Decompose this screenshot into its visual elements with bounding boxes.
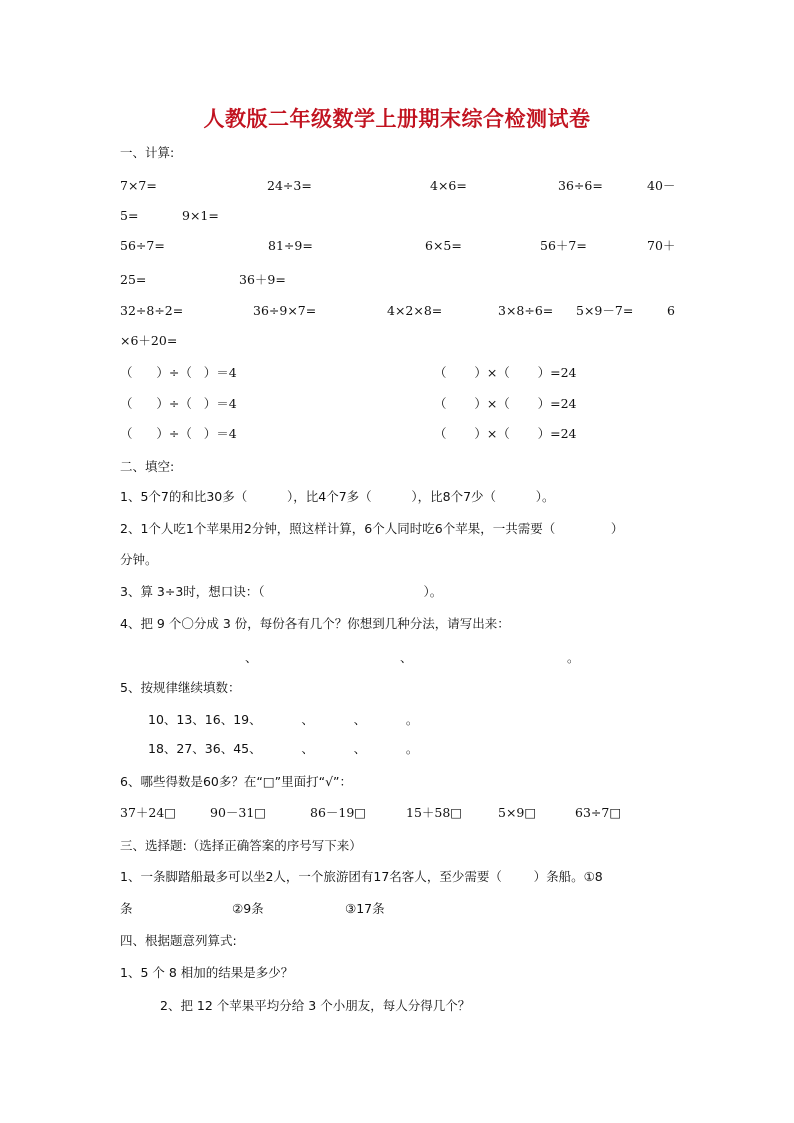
question-4-2: 2、把 12 个苹果平均分给 3 个小朋友，每人分得几个？ xyxy=(160,998,471,1013)
option: ③17条 xyxy=(345,901,385,916)
calc-item: 32÷8÷2= xyxy=(120,303,184,318)
question-2-6: 6、哪些得数是60多？在“□”里面打“√”： xyxy=(120,774,353,789)
answer-separator: 、 xyxy=(245,650,258,665)
sequence-row: 18、27、36、45、 、 、 。 xyxy=(148,741,419,756)
calc-item: 56÷7= xyxy=(120,238,165,253)
check-item: 37＋24□ xyxy=(120,805,177,820)
calc-item: 3×8÷6= xyxy=(498,303,554,318)
calc-item: 70＋ xyxy=(647,238,676,253)
check-item: 86－19□ xyxy=(310,805,367,820)
calc-item: 7×7= xyxy=(120,178,157,193)
check-item: 15＋58□ xyxy=(406,805,463,820)
calc-item: ×6＋20= xyxy=(120,333,178,348)
fill-blank-multiplication: （ ）×（ ）=24 xyxy=(434,365,577,380)
fill-blank-division: （ ）÷（ ）＝4 xyxy=(120,365,237,380)
calc-item: 5= xyxy=(120,208,139,223)
calc-item: 9×1= xyxy=(182,208,219,223)
fill-blank-division: （ ）÷（ ）＝4 xyxy=(120,396,237,411)
calc-item: 36÷6= xyxy=(558,178,603,193)
calc-item: 24÷3= xyxy=(267,178,312,193)
check-item: 63÷7□ xyxy=(575,805,622,820)
calc-item: 40－ xyxy=(647,178,676,193)
option: 条 xyxy=(120,901,133,916)
calc-item: 81÷9= xyxy=(268,238,313,253)
question-2-2-continued: 分钟。 xyxy=(120,552,158,567)
section-2-heading: 二、填空: xyxy=(120,459,175,474)
calc-item: 4×2×8= xyxy=(387,303,443,318)
fill-blank-multiplication: （ ）×（ ）=24 xyxy=(434,396,577,411)
sequence-row: 10、13、16、19、 、 、 。 xyxy=(148,712,419,727)
section-1-heading: 一、计算: xyxy=(120,145,175,160)
question-2-1: 1、5个7的和比30多（ ），比4个7多（ ），比8个7少（ ）。 xyxy=(120,489,555,504)
fill-blank-multiplication: （ ）×（ ）=24 xyxy=(434,426,577,441)
fill-blank-division: （ ）÷（ ）＝4 xyxy=(120,426,237,441)
calc-item: 5×9－7= xyxy=(576,303,634,318)
calc-item: 56＋7= xyxy=(540,238,587,253)
question-2-5: 5、按规律继续填数： xyxy=(120,680,241,695)
question-2-4: 4、把 9 个〇分成 3 份，每份各有几个？你想到几种分法，请写出来： xyxy=(120,616,510,631)
calc-item: 6 xyxy=(667,303,675,318)
question-4-1: 1、5 个 8 相加的结果是多少？ xyxy=(120,965,294,980)
calc-item: 6×5= xyxy=(425,238,462,253)
question-2-3: 3、算 3÷3时，想口诀：（ ）。 xyxy=(120,584,443,599)
answer-separator: 。 xyxy=(567,650,580,665)
section-3-heading: 三、选择题:（选择正确答案的序号写下来） xyxy=(120,838,362,853)
option: ②9条 xyxy=(232,901,264,916)
answer-separator: 、 xyxy=(400,650,413,665)
question-2-2: 2、1个人吃1个苹果用2分钟，照这样计算，6个人同时吃6个苹果，一共需要（ ） xyxy=(120,521,624,536)
question-3-1: 1、一条脚踏船最多可以坐2人，一个旅游团有17名客人，至少需要（ ）条船。①8 xyxy=(120,869,603,884)
calc-item: 25= xyxy=(120,272,147,287)
check-item: 5×9□ xyxy=(498,805,537,820)
calc-item: 36＋9= xyxy=(239,272,286,287)
check-item: 90－31□ xyxy=(210,805,267,820)
calc-item: 36÷9×7= xyxy=(253,303,317,318)
calc-item: 4×6= xyxy=(430,178,467,193)
page-title: 人教版二年级数学上册期末综合检测试卷 xyxy=(203,107,591,131)
section-4-heading: 四、根据题意列算式: xyxy=(120,933,237,948)
